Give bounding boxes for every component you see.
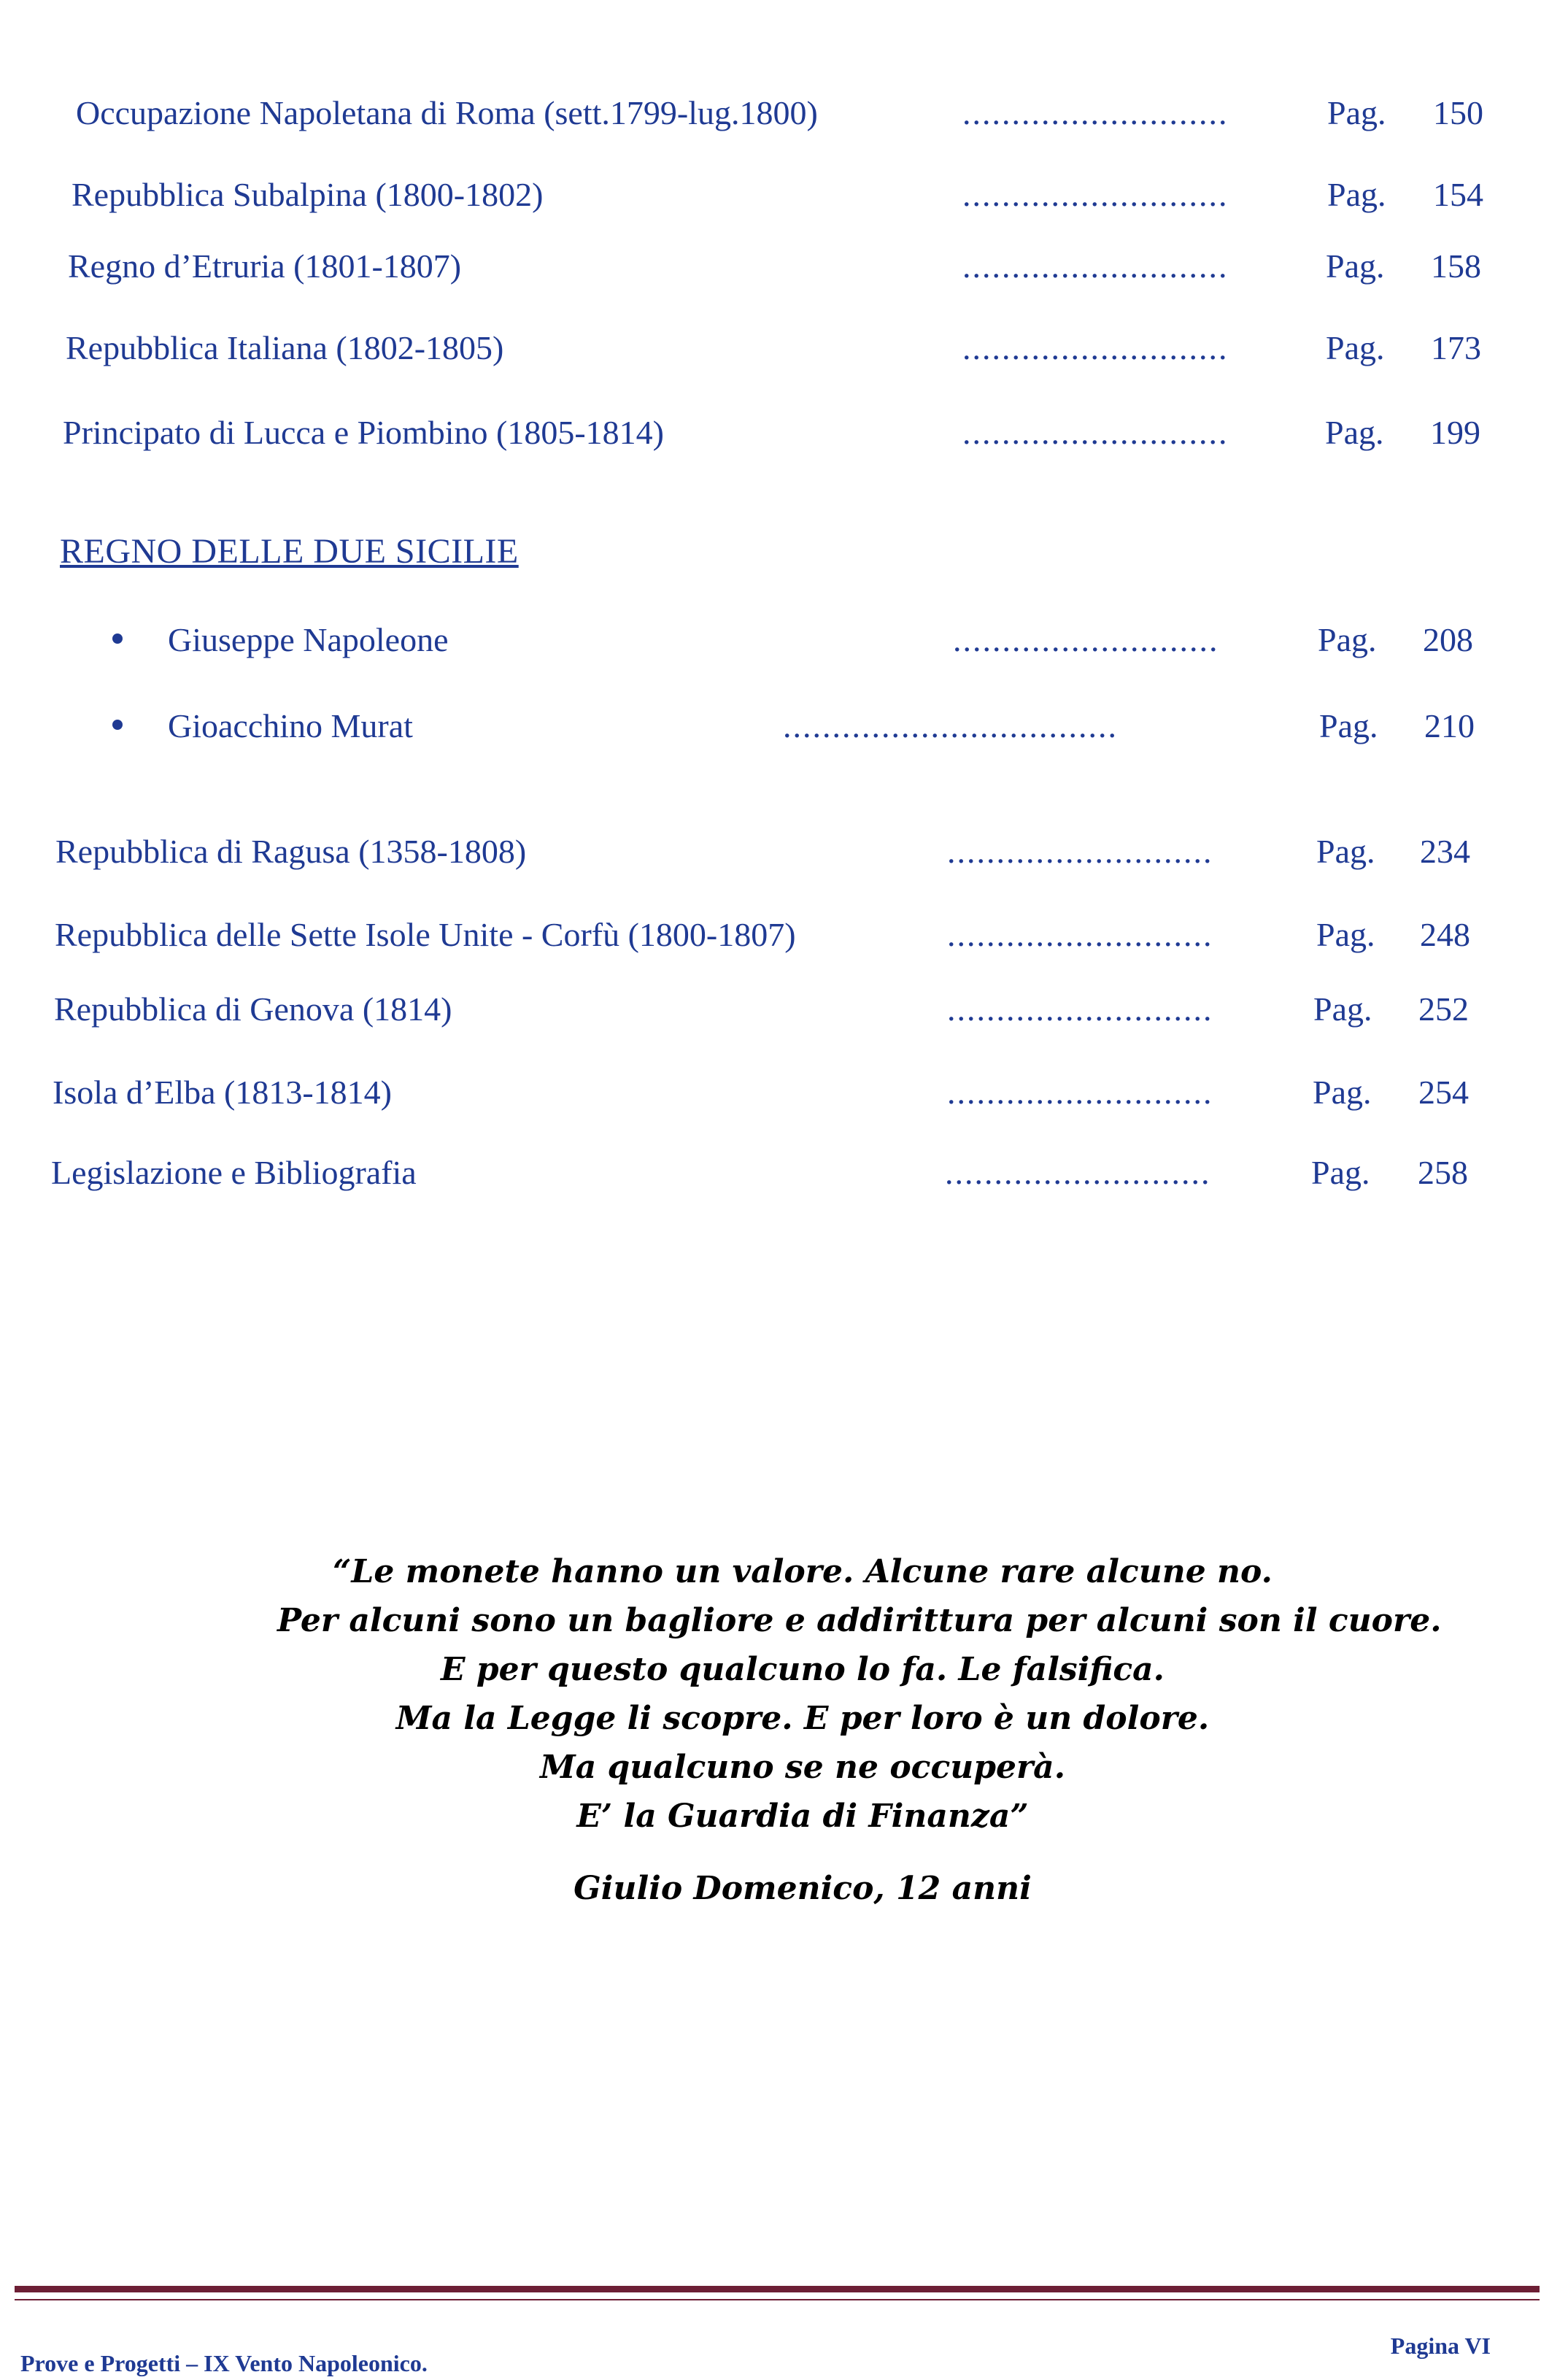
toc-entry-leader: ........................... <box>962 414 1229 451</box>
toc-entry[interactable] <box>55 915 1470 955</box>
toc-entry-title: Repubblica Italiana (1802-1805) <box>66 329 504 366</box>
toc-entry-pag: Pag. <box>1327 176 1386 213</box>
toc-entry-page: 199 <box>1430 414 1480 451</box>
footer-divider <box>15 2286 1540 2292</box>
toc-entry-title: Legislazione e Bibliografia <box>51 1154 417 1191</box>
toc-entry-pag: Pag. <box>1325 414 1384 451</box>
toc-entry-title: Regno d’Etruria (1801-1807) <box>68 247 462 285</box>
toc-entry-page: 252 <box>1418 990 1469 1028</box>
toc-entry[interactable] <box>55 832 1470 871</box>
footer-publication: Prove e Progetti – IX Vento Napoleonico. <box>20 2350 428 2376</box>
toc-entry-title: Occupazione Napoletana di Roma (sett.1799-lug.1800) <box>76 94 818 131</box>
poem-line: E’ la Guardia di Finanza” <box>576 1798 1029 1835</box>
toc-subentry[interactable] <box>168 706 1475 746</box>
section-heading: REGNO DELLE DUE SICILIE <box>60 532 519 571</box>
toc-entry-leader: ........................... <box>947 1074 1213 1111</box>
toc-entry-pag: Pag. <box>1313 1074 1372 1111</box>
toc-entry[interactable] <box>63 413 1480 452</box>
toc-entry-leader: ........................... <box>962 247 1229 285</box>
toc-entry-pag: Pag. <box>1326 247 1385 285</box>
toc-entry-title: Giuseppe Napoleone <box>168 621 449 658</box>
toc-entry-pag: Pag. <box>1319 707 1378 744</box>
bullet-icon <box>112 720 123 730</box>
toc-entry-title: Isola d’Elba (1813-1814) <box>53 1074 392 1111</box>
toc-entry[interactable] <box>68 247 1481 286</box>
toc-subentry[interactable] <box>168 620 1473 660</box>
toc-entry[interactable] <box>53 1073 1469 1112</box>
toc-entry[interactable] <box>54 990 1469 1029</box>
toc-entry[interactable] <box>66 328 1481 368</box>
toc-entry-pag: Pag. <box>1313 990 1372 1028</box>
poem-line: Ma qualcuno se ne occuperà. <box>539 1749 1066 1786</box>
toc-entry-title: Repubblica di Ragusa (1358-1808) <box>55 833 527 870</box>
toc-entry-title: Principato di Lucca e Piombino (1805-1814) <box>63 414 665 451</box>
toc-entry-page: 154 <box>1433 176 1483 213</box>
toc-entry-leader: ........................... <box>962 329 1229 366</box>
toc-entry-title: Repubblica Subalpina (1800-1802) <box>72 176 544 213</box>
footer-page-number: Pagina VI <box>1390 2333 1491 2359</box>
toc-entry-leader: ........................... <box>962 94 1229 131</box>
toc-entry-leader: ........................... <box>947 916 1213 953</box>
toc-entry-page: 150 <box>1433 94 1483 131</box>
toc-entry-leader: .................................. <box>783 707 1118 744</box>
toc-entry-pag: Pag. <box>1326 329 1385 366</box>
toc-entry-leader: ........................... <box>953 621 1219 658</box>
toc-entry-pag: Pag. <box>1316 833 1375 870</box>
toc-entry-leader: ........................... <box>947 833 1213 870</box>
poem-line: E per questo qualcuno lo fa. Le falsifica. <box>441 1651 1165 1688</box>
bullet-icon <box>112 633 123 644</box>
toc-entry[interactable] <box>76 93 1483 133</box>
toc-entry-page: 173 <box>1431 329 1481 366</box>
toc-entry-page: 248 <box>1420 916 1470 953</box>
toc-entry-page: 258 <box>1418 1154 1468 1191</box>
poem-quote <box>277 1547 1442 1841</box>
toc-entry-leader: ........................... <box>962 176 1229 213</box>
toc-entry-leader: ........................... <box>947 990 1213 1028</box>
poem-line: Per alcuni sono un bagliore e addirittura per alcuni son il cuore. <box>277 1602 1442 1639</box>
toc-entry-title: Repubblica delle Sette Isole Unite - Corfù (1800-1807) <box>55 916 796 953</box>
toc-entry-page: 158 <box>1431 247 1481 285</box>
toc-entry-title: Gioacchino Murat <box>168 707 413 744</box>
poem-line: “Le monete hanno un valore. Alcune rare alcune no. <box>333 1553 1272 1590</box>
poem-signature: Giulio Domenico, 12 anni <box>573 1870 1032 1907</box>
toc-entry-page: 254 <box>1418 1074 1469 1111</box>
toc-entry-pag: Pag. <box>1318 621 1377 658</box>
toc-entry[interactable] <box>51 1153 1468 1193</box>
toc-entry-page: 210 <box>1424 707 1475 744</box>
toc-entry-page: 208 <box>1423 621 1473 658</box>
toc-entry-title: Repubblica di Genova (1814) <box>54 990 452 1028</box>
toc-entry-pag: Pag. <box>1327 94 1386 131</box>
toc-entry-leader: ........................... <box>945 1154 1211 1191</box>
toc-entry-page: 234 <box>1420 833 1470 870</box>
footer-divider-thin <box>15 2299 1540 2300</box>
toc-entry-pag: Pag. <box>1311 1154 1370 1191</box>
poem-line: Ma la Legge li scopre. E per loro è un dolore. <box>395 1700 1210 1737</box>
toc-entry[interactable] <box>72 175 1483 215</box>
toc-entry-pag: Pag. <box>1316 916 1375 953</box>
